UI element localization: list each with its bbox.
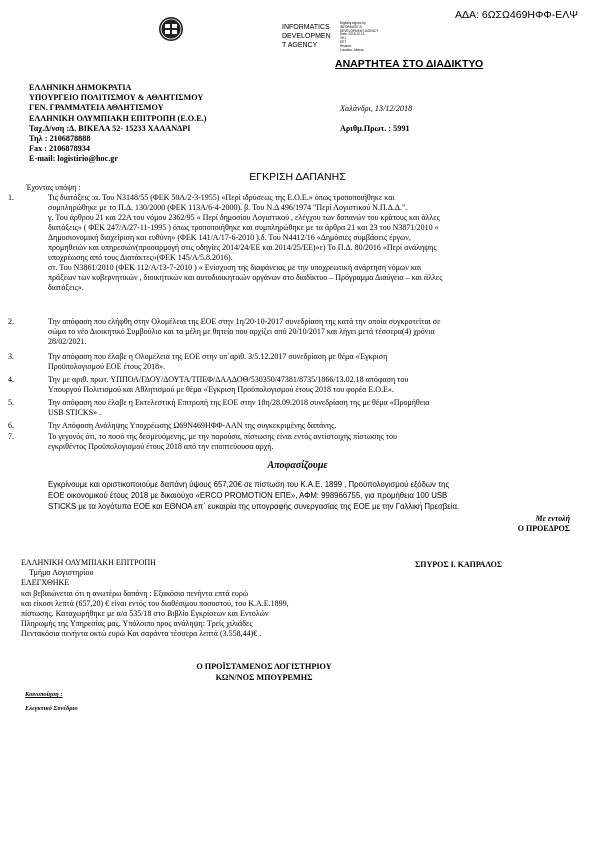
sender-line: ΕΛΛΗΝΙΚΗ ΔΗΜΟΚΡΑΤΙΑ — [29, 83, 132, 92]
distribution-block — [25, 688, 78, 716]
distribution-label: Κοινοποίηση : — [25, 691, 63, 698]
distribution-item: Ελεγκτικό Συνέδριο — [25, 705, 78, 712]
item-number: 1. — [8, 193, 14, 202]
agency-line: T AGENCY — [282, 42, 318, 49]
item-number: 3. — [8, 352, 14, 361]
list-item: 3. Την απόφαση που έλαβε η Ολομέλεια της ΕΟΕ στην υπ΄αριθ. 3/5.12.2017 συνεδρίαση με θέμα «Έγκριση Προϋπολογισμού ΕΟΕ έτους 2018». — [8, 352, 388, 371]
sender-line: ΓΕΝ. ΓΡΑΜΜΑΤΕΙΑ ΑΘΛΗΤΙΣΜΟΥ — [29, 103, 164, 113]
sender-address: Ταχ.Δ/νση :Δ. ΒΙΚΕΛΑ 52- 15233 ΧΑΛΑΝΔΡΙ — [29, 123, 191, 133]
mandate-block: Με εντολή Ο ΠΡΟΕΔΡΟΣ — [517, 514, 570, 533]
list-item: 4. Την με αριθ. πρωτ. ΥΠΠΟΑ/ΓΔΟΥ/ΔΟΥΤΑ/ΤΠΕΦ/ΔΑΑΔΟΘ/530350/47381/8735/1866/13.02.18 απόφαση του Υπουργού Πολιτισμού και Αθλητισμού με θέμα «Έγκριση Προϋπολογισμού έτους 2018 του φορέα Ε.Ο.Ε». — [8, 375, 409, 394]
agency-line: INFORMATICS — [282, 24, 330, 31]
emblem-icon — [158, 16, 184, 42]
list-item: 7. Το γεγονός ότι, το ποσό της δεσμευόμενης, με την παρούσα, πίστωσης είναι εντός αντίστοιχης πίστωσης του εγκριθέντος Προϋπολογισμού έτους 2018 από την εποπτεύουσα αρχή. — [8, 432, 397, 451]
sender-line: ΕΛΛΗΝΙΚΗ ΟΛΥΜΠΙΑΚΗ ΕΠΙΤΡΟΠΗ (Ε.Ο.Ε.) — [29, 113, 207, 123]
accounting-head-name: ΚΩΝ/ΝΟΣ ΜΠΟΥΡΕΜΗΣ — [215, 672, 313, 682]
protocol-number: Αριθμ.Πρωτ. : 5991 — [340, 124, 410, 133]
accounting-head — [166, 662, 362, 683]
list-item: 1. Τις διατάξεις :α. Του Ν3148/55 (ΦΕΚ 50Α/2-3-1955) «Περί ιδρύσεως της Ε.Ο.Ε.» όπως τροποποιήθηκε και συμπληρώθηκε με το Π.Δ. 130/2000 (ΦΕΚ 113Α/6-4-2000). β. Του Ν.Δ 496/1974 "Περί Λογιστικού Ν.Π.Δ.Δ.". γ. Του άρθρου 21 και 22Α του νόμου 2362/95 « Περί δημοσίου Λογιστικού , ελέγχου των δαπανών του κράτους και άλλες διατάξεις» ( ΦΕΚ 247/Α/27-11-1995 ) όπως τροποποιήθηκε και συμπληρώθηκε με τα άρθρα 21 και 23 του Ν3871/2010 « Δημοσιονομική διαχείριση και ευθύνη» (ΦΕΚ 141/Α/17-6-2010 ).δ. Του Ν4412/16 «Δημόσιες συμβάσεις έργων, προμηθειών και υπηρεσιών(προσαρμογή στις οδηγίες 2014/24/ΕΕ και 2014/25/ΕΕ)»ε) Το Π.Δ. 80/2016 «Περί ανάληψης υποχρέωσης από τους Διατάκτες»(ΦΕΚ 145/Α/5.8.2016). στ. Του Ν3861/2010 (ΦΕΚ 112/Α/13-7-2010 ) « Ενίσχυση της διαφάνειας με την υποχρεωτική ανάρτηση νόμων και πράξεων των κυβερνητικών , διοικητικών και αυτοδιοικητικών οργάνων στο διαδίκτυο – Πρόγραμμα Διαύγεια – και άλλες διατάξεις». — [8, 193, 443, 292]
list-item: 6. Την Απόφαση Ανάληψης Υποχρέωσης Ω69Ν469ΗΦΦ-ΑΑΝ της συγκεκριμένης δαπάνης. — [8, 421, 337, 430]
item-number: 5. — [8, 398, 14, 407]
accounting-head-title: Ο ΠΡΟΪΣΤΑΜΕΝΟΣ ΛΟΓΙΣΤΗΡΙΟΥ — [196, 662, 332, 671]
agency-line: DEVELOPMEN — [282, 33, 331, 40]
sender-phone: Τηλ : 2106878888 — [29, 134, 91, 144]
ada-code: ΑΔΑ: 6ΩΣΩ469ΗΦΦ-ΕΛΨ — [455, 9, 579, 21]
sender-email: E-mail: logistirio@hoc.gr — [29, 154, 119, 164]
item-number: 7. — [8, 432, 14, 441]
list-item: 5. Την απόφαση που έλαβε η Εκτελεστική Επιτροπή της ΕΟΕ στην 18η/28.09.2018 συνεδρίαση της με θέμα «Προμήθεια USB STICKS» . — [8, 398, 430, 417]
item-number: 6. — [8, 421, 14, 430]
signature-agency-block — [282, 23, 331, 50]
publish-banner: ΑΝΑΡΤΗΤΕΑ ΣΤΟ ΔΙΑΔΙΚΤΥΟ — [335, 58, 484, 70]
item-number: 4. — [8, 375, 14, 384]
signer-name: ΣΠΥΡΟΣ Ι. ΚΑΠΡΑΛΟΣ — [415, 560, 503, 569]
accounting-dept: Τμήμα Λογιστηρίου — [29, 568, 94, 578]
sender-block — [29, 83, 206, 165]
accounting-block: ΕΛΛΗΝΙΚΗ ΟΛΥΜΠΙΑΚΗ ΕΠΙΤΡΟΠΗ Τμήμα Λογιστηρίου ΕΛΕΓΧΘΗΚΕ και βεβαιώνεται ότι η ανωτέρω δαπάνη : Εξακόσια πενήντα επτά ευρώ και είκοσι λεπτά (657,20) € είναι εντός του διαθέσιμου ποσοστού, του Κ.Α.Ε.1899, πίστωσης. Καταχωρήθηκε με α/α 535/18 στο Βιβλίο Εγκρίσεων και Εντολών Πληρωμής της Υπηρεσίας μας. Υπόλοιπο προς ανάληψη: Τρείς χιλιάδες Πεντακόσια πενήντα οκτώ ευρώ Και σαράντα τέσσερα λεπτά (3.558,44)€ . — [21, 558, 289, 639]
sender-line: ΥΠΟΥΡΓΕΙΟ ΠΟΛΙΤΙΣΜΟΥ & ΑΘΛΗΤΙΣΜΟΥ — [29, 93, 204, 103]
decision-text: Εγκρίνουμε και οριστικοποιούμε δαπάνη ύψους 657,20€ σε πίστωση του Κ.Α.Ε. 1899 , Προϋπολογισμού εξόδων της ΕΟΕ οικονομικού έτους 2018 με δικαιούχο «ERCO PROMOTION ΕΠΕ», ΑΦΜ: 998966755, για προμήθεια 100 USB STICKS με τα λογότυπα ΕΟΕ και ΕΘΝΟΑ επ΄ ευκαιρία της υπογραφής συνεργασίας της ΕΟΕ με την Γαλλική Πρεσβεία. — [48, 480, 460, 511]
considering-label: Έχοντας υπόψη : — [26, 183, 81, 192]
item-number: 2. — [8, 317, 14, 326]
digital-signature-details: Digitally signed by INFORMATICS DEVELOPMENT AGENCY Date: 2018.12.13 09:1 EET Reason: Location: Athens — [340, 21, 379, 52]
list-item: 2. Την απόφαση που ελήφθη στην Ολομέλεια της ΕΟΕ στην 1η/20-10-2017 συνεδρίαση της κατά την οποία συγκροτείται σε σώμα το νέο Διοικητικό Συμβούλιο και τα μέλη με θητεία που αρχίζει από 20/10/2017 και λήγει μετά τέσσερα(4) χρόνια 28/02/2021. — [8, 317, 441, 346]
document-title: ΕΓΚΡΙΣΗ ΔΑΠΑΝΗΣ — [249, 171, 346, 183]
accounting-checked: ΕΛΕΓΧΘΗΚΕ — [21, 578, 70, 588]
decision-heading: Αποφασίζουμε — [267, 460, 328, 471]
accounting-org: ΕΛΛΗΝΙΚΗ ΟΛΥΜΠΙΑΚΗ ΕΠΙΤΡΟΠΗ — [21, 558, 156, 567]
sender-fax: Fax : 2106878934 — [29, 144, 90, 154]
document-date: Χαλάνδρι, 13/12/2018 — [340, 104, 413, 113]
